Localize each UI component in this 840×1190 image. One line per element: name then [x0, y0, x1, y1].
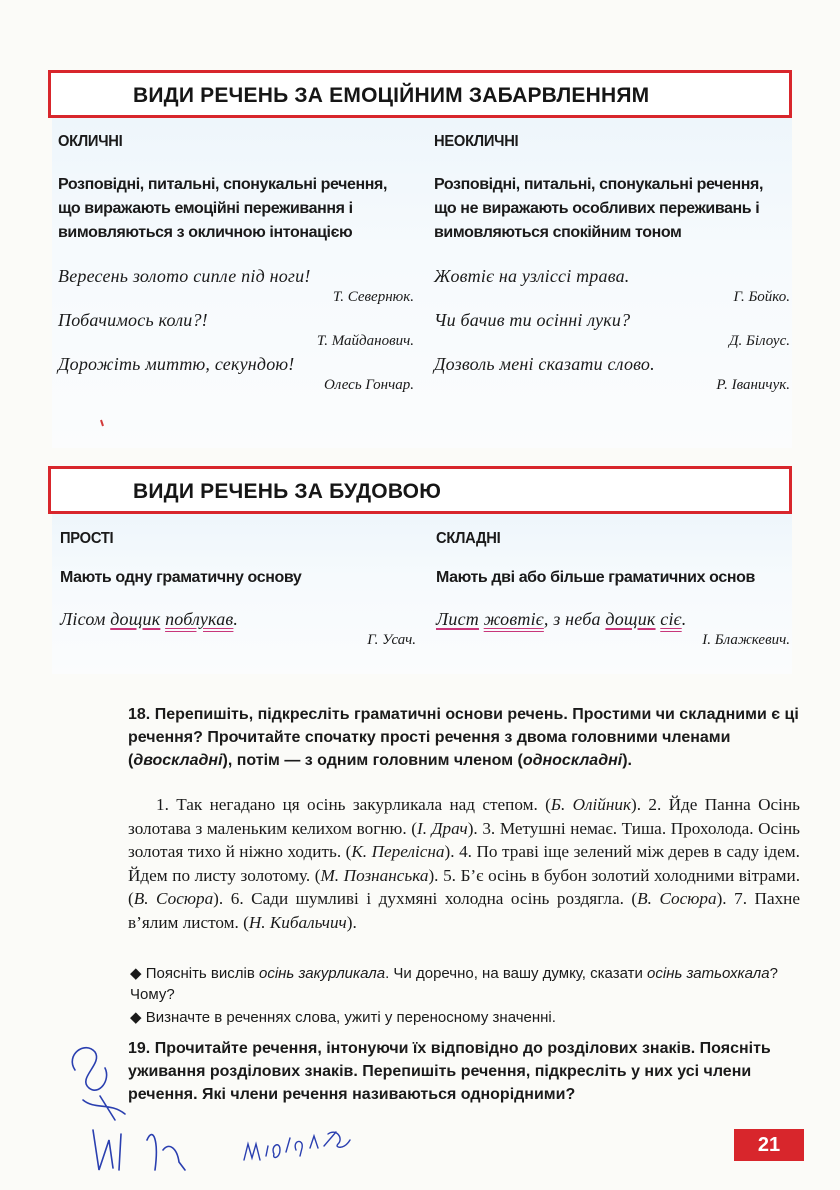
example-author: Г. Усач.	[367, 632, 416, 648]
pen-mark	[98, 418, 108, 428]
example-author: Т. Севернюк.	[332, 289, 414, 305]
predicate-underline: сіє	[660, 609, 682, 629]
column-heading: НЕОКЛИЧНІ	[434, 133, 519, 150]
section2-right-column	[436, 530, 796, 650]
example-author: Т. Майданович.	[316, 333, 414, 349]
task18-bullet-1: ◆ Поясніть вислів осінь закурликала. Чи доречно, на вашу думку, сказати осінь затьохкала? Чому?	[130, 965, 778, 1003]
example-author: Г. Бойко.	[733, 289, 790, 305]
sentence: 4. По траві іще зелений між дерев в саду ідем. Йдем по листу золотому. (М. Познанська).	[128, 842, 800, 885]
task-number: 19.	[128, 1040, 151, 1057]
section1-title: ВИДИ РЕЧЕНЬ ЗА ЕМОЦІЙНИМ ЗАБАРВЛЕННЯМ	[133, 84, 650, 107]
task19-instruction: 19. Прочитайте речення, інтонуючи їх відповідно до розділових знаків. Поясніть уживання розділових знаків. Перепишіть речення, підкресліть у них усі члени речення. Які члени речення називаються однорідними?	[128, 1040, 771, 1103]
sentence: 6. Сади шумливі і духмяні холодна осінь роздягла. (В. Сосюра).	[230, 889, 735, 908]
task18-text	[128, 793, 800, 934]
task18-bullet-2: ◆ Визначте в реченнях слова, ужиті у переносному значенні.	[130, 1009, 556, 1026]
subject-underline: дощик	[110, 609, 161, 629]
example-sentence: Дозволь мені сказати слово.	[434, 354, 655, 374]
subject-underline: дощик	[605, 609, 656, 629]
example-sentence: Дорожіть миттю, секундою!	[58, 354, 295, 374]
sentence: 3. Метушні немає. Тиша. Прохолода. Осінь золотая тихо й ніжно ходить. (К. Перелісна).	[128, 818, 800, 861]
predicate-underline: поблукав	[165, 609, 234, 629]
example-sentence: Лісом дощик поблукав.	[60, 609, 239, 629]
section1-title-box	[48, 70, 792, 118]
column-definition: Мають дві або більше граматичних основ	[436, 569, 755, 586]
section2-title: ВИДИ РЕЧЕНЬ ЗА БУДОВОЮ	[133, 480, 442, 503]
section1-left-column	[58, 133, 418, 395]
example-author: Д. Білоус.	[728, 333, 790, 349]
column-definition: Розповідні, питальні, спонукальні речення, що виражають емоційні переживання і вимовляються з окличною інтонацією	[58, 176, 388, 241]
column-heading: СКЛАДНІ	[436, 530, 501, 547]
predicate-underline: жовтіє	[483, 609, 544, 629]
example-sentence: Чи бачив ти осінні луки?	[434, 310, 631, 330]
section2-left-column	[60, 530, 420, 650]
column-definition: Розповідні, питальні, спонукальні речення, що не виражають особливих переживань і вимовляються спокійним тоном	[434, 176, 764, 241]
task18-instruction: 18. Перепишіть, підкресліть граматичні основи речень. Простими чи складними є ці речення? Прочитайте спочатку прості речення з двома головними членами (двоскладні), потім — з одним головним членом (односкладні).	[128, 706, 799, 769]
sentence: 7. Пахне в’ялим листом. (Н. Кибальчич).	[128, 889, 800, 932]
example-sentence: Лист жовтіє, з неба дощик сіє.	[436, 609, 687, 629]
column-heading: ОКЛИЧНІ	[58, 133, 123, 150]
section1-right-column	[434, 133, 794, 395]
column-heading: ПРОСТІ	[60, 530, 114, 547]
subject-underline: Лист	[436, 609, 479, 629]
section2-title-box	[48, 466, 792, 514]
example-sentence: Жовтіє на узліссі трава.	[434, 266, 630, 286]
example-sentence: Побачимось коли?!	[58, 310, 208, 330]
sentence: 5. Б’є осінь в бубон золотий холодними вітрами. (В. Сосюра).	[128, 865, 800, 908]
diamond-bullet-icon: ◆	[130, 965, 146, 982]
column-definition: Мають одну граматичну основу	[60, 569, 302, 586]
example-author: Олесь Гончар.	[323, 377, 414, 393]
handwritten-note	[240, 1110, 380, 1170]
sentence: 2. Йде Панна Осінь золотава з маленьким келихом вогню. (І. Драч).	[128, 795, 800, 838]
example-author: І. Блажкевич.	[702, 632, 790, 648]
diamond-bullet-icon: ◆	[130, 1009, 146, 1026]
task-number: 18.	[128, 706, 151, 723]
sentence: 1. Так негадано ця осінь закурликала над степом. (Б. Олійник).	[156, 795, 649, 814]
page-number: 21	[734, 1129, 804, 1161]
example-author: Р. Іваничук.	[716, 377, 790, 393]
example-sentence: Вересень золото сипле під ноги!	[58, 266, 311, 286]
